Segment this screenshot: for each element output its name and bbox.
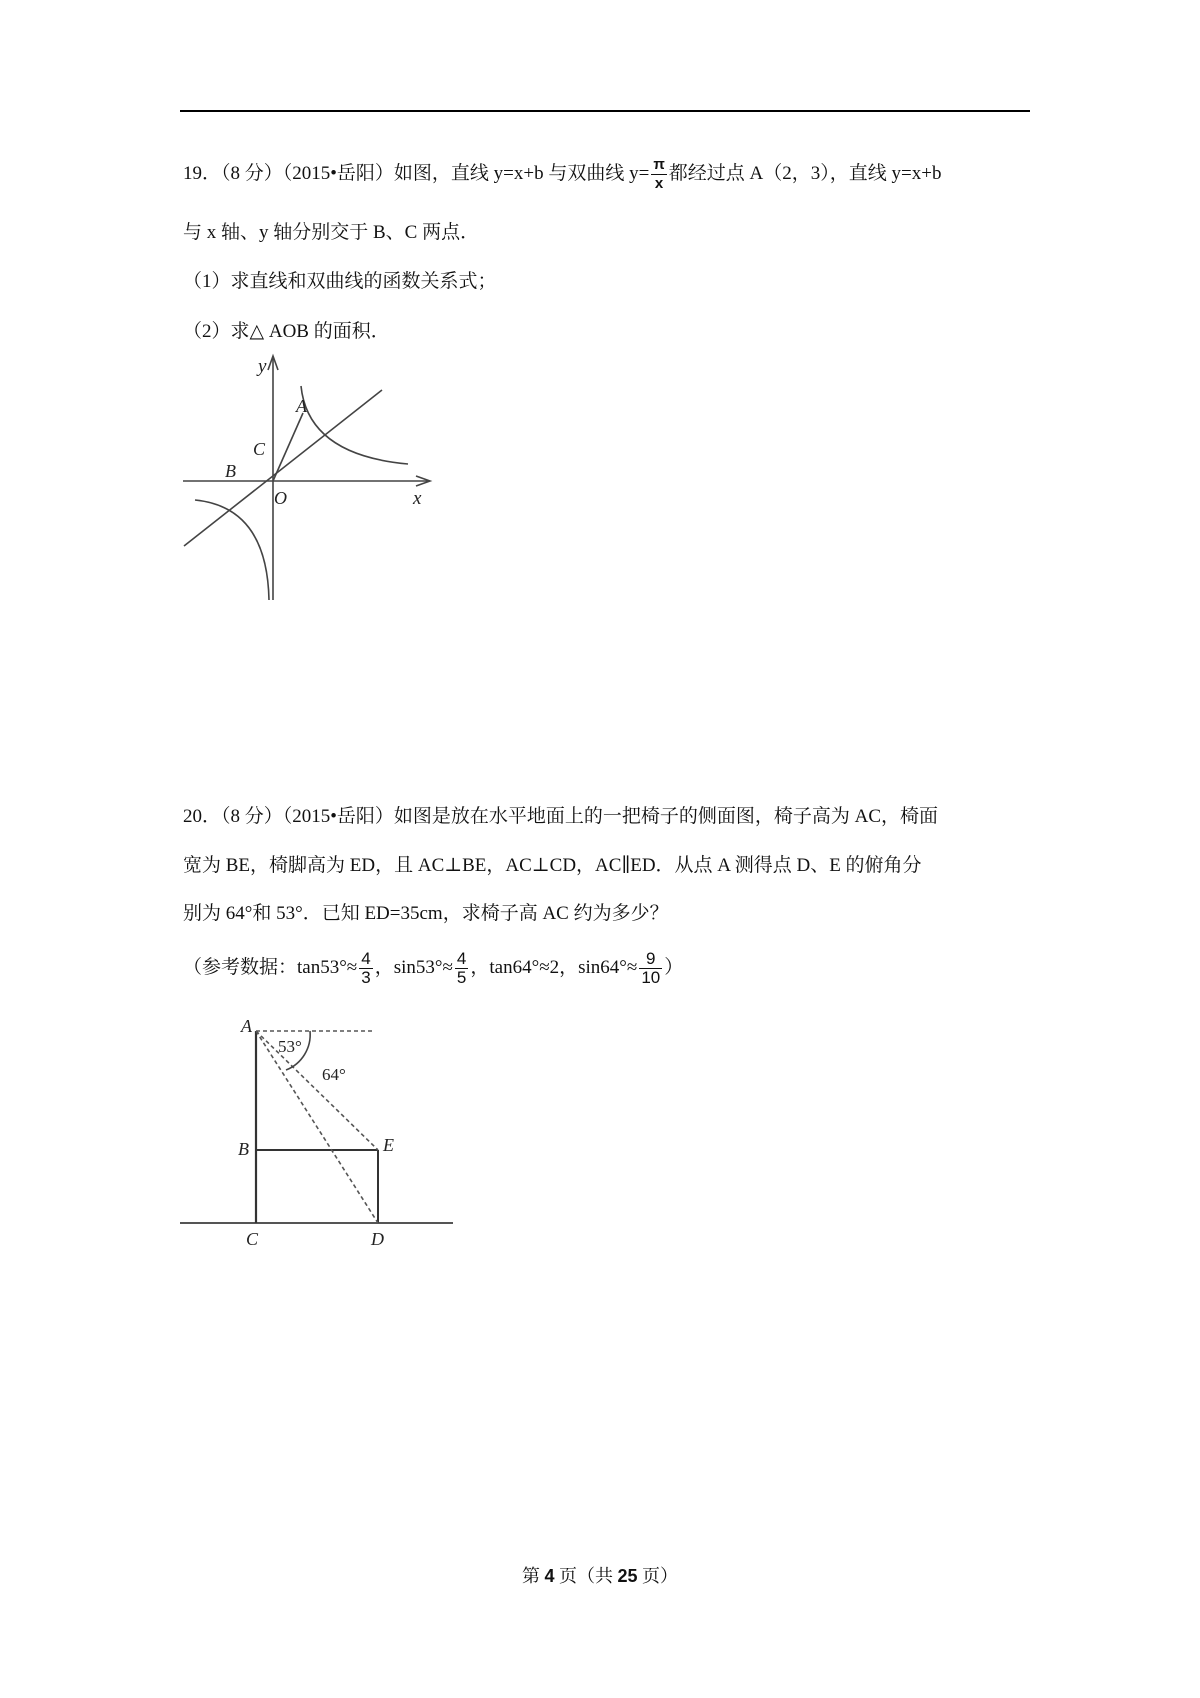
q20-line1: 20．（8 分）（2015•岳阳）如图是放在水平地面上的一把椅子的侧面图，椅子高为 AC，椅面 [183,806,939,827]
q20-label-angle-53: 53° [278,1037,302,1056]
q19-hyperbola-branch-1 [301,386,408,464]
q20-label-B: B [238,1139,249,1159]
q19-frac-den: x [654,175,664,192]
q20-line3: 别为 64°和 53°．已知 ED=35cm，求椅子高 AC 约为多少？ [183,903,669,924]
q20-ref-prefix: （参考数据：tan53°≈ [183,956,358,978]
q19-label-A: A [296,396,307,416]
q19-label-x: x [413,488,422,509]
q20-figure [178,1008,463,1248]
q20-dashed-AD [256,1031,378,1223]
q19-label-O: O [274,488,287,508]
q19-label-C: C [253,439,266,459]
q19-hyperbola-branch-2 [195,500,269,600]
q20-label-angle-64: 64° [322,1065,346,1084]
q20-dashed-AE [256,1031,378,1150]
total-page-count: 25 [617,1566,638,1586]
q19-line1 [183,156,941,193]
q20-label-E: E [383,1135,394,1155]
q19-line2: 与 x 轴、y 轴分别交于 B、C 两点． [183,222,480,243]
q20-fraction-tan53: $\frac{4}{3}$ [361,949,371,987]
q19-frac-num: π [653,156,665,173]
q20-ref-mid2: ，tan64°≈2，sin64°≈ [470,956,638,978]
q19-figure [180,350,440,605]
q19-line-y-eq-x-plus-b [184,390,382,546]
q20-label-D: D [371,1229,384,1248]
q19-subquestion-1: （1）求直线和双曲线的函数关系式； [183,271,497,292]
q20-label-C: C [246,1229,259,1248]
q20-reference-data [183,950,683,987]
q19-label-y: y [258,356,267,377]
q20-line2: 宽为 BE，椅脚高为 ED，且 AC⊥BE，AC⊥CD，AC∥ED．从点 A 测得点 D、E 的俯角分 [183,855,922,876]
q19-text-part1: 19．（8 分）（2015•岳阳）如图，直线 y=x+b 与双曲线 y= [183,162,650,184]
q19-segment-OA [273,413,303,481]
q20-ref-mid1: ，sin53°≈ [374,956,453,978]
q19-fraction [651,156,666,193]
q19-text-part2: 都经过点 A（2，3），直线 y=x+b [668,162,942,184]
current-page-number: 4 [544,1566,555,1586]
q19-label-B: B [225,461,236,481]
q20-label-A: A [241,1016,252,1036]
q20-fraction-sin64: $\frac{9}{10}$ [641,949,661,987]
q20-fraction-sin53: $\frac{4}{5}$ [456,949,467,987]
page-footer: 第 4 页（共 25 页） [521,1566,679,1586]
header-rule [180,110,1030,112]
q20-ref-suffix: ） [664,956,684,978]
q19-subquestion-2: （2）求△ AOB 的面积． [183,321,390,342]
